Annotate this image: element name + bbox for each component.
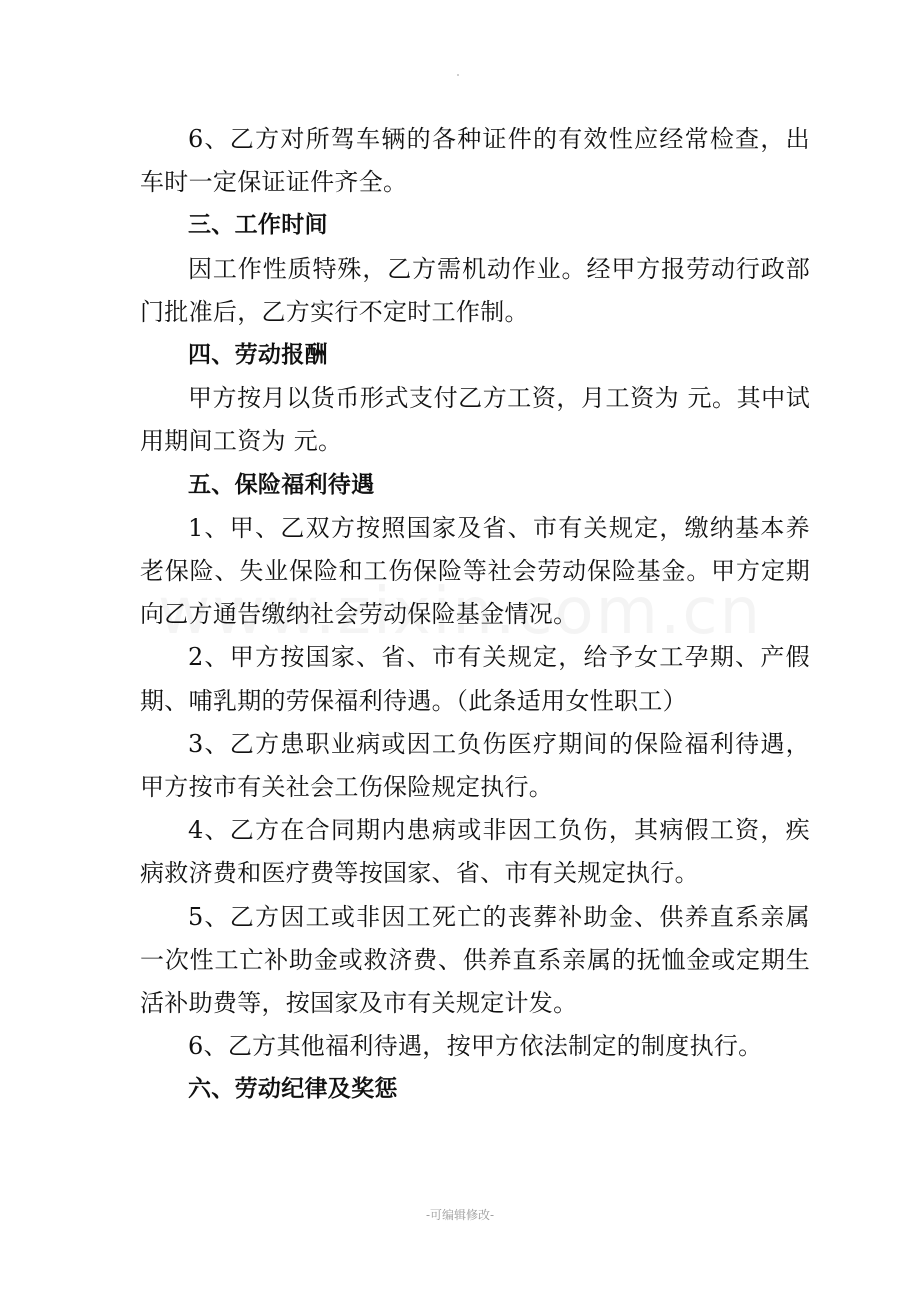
clause-paragraph: 3、乙方患职业病或因工负伤医疗期间的保险福利待遇，甲方按市有关社会工伤保险规定执行。 <box>140 729 810 802</box>
clause-paragraph: 因工作性质特殊，乙方需机动作业。经甲方报劳动行政部门批准后，乙方实行不定时工作制。 <box>140 254 810 326</box>
clause-paragraph: 甲方按月以货币形式支付乙方工资，月工资为 元。其中试用期间工资为 元。 <box>140 384 810 456</box>
section-heading: 三、工作时间 <box>188 212 328 239</box>
clause-paragraph: 1、甲、乙双方按照国家及省、市有关规定，缴纳基本养老保险、失业保险和工伤保险等社会劳动保险基金。甲方定期向乙方通告缴纳社会劳动保险基金情况。 <box>140 513 810 629</box>
clause-paragraph: 2、甲方按国家、省、市有关规定，给予女工孕期、产假期、哺乳期的劳保福利待遇。（此条适用女性职工） <box>140 643 810 715</box>
section-heading: 五、保险福利待遇 <box>188 471 375 498</box>
clause-paragraph: 5、乙方因工或非因工死亡的丧葬补助金、供养直系亲属一次性工亡补助金或救济费、供养直系亲属的抚恤金或定期生活补助费等，按国家及市有关规定计发。 <box>140 902 810 1018</box>
section-heading: 六、劳动纪律及奖惩 <box>188 1076 398 1103</box>
clause-paragraph: 6、乙方对所驾车辆的各种证件的有效性应经常检查，出车时一定保证证件齐全。 <box>140 125 810 197</box>
page-footer: -可编辑修改- <box>425 1208 495 1222</box>
clause-paragraph: 4、乙方在合同期内患病或非因工负伤，其病假工资，疾病救济费和医疗费等按国家、省、市有关规定执行。 <box>140 816 810 888</box>
top-mark <box>457 74 459 76</box>
clause-paragraph: 6、乙方其他福利待遇，按甲方依法制定的制度执行。 <box>188 1032 763 1061</box>
section-heading: 四、劳动报酬 <box>188 342 328 369</box>
document-body <box>140 118 810 1112</box>
